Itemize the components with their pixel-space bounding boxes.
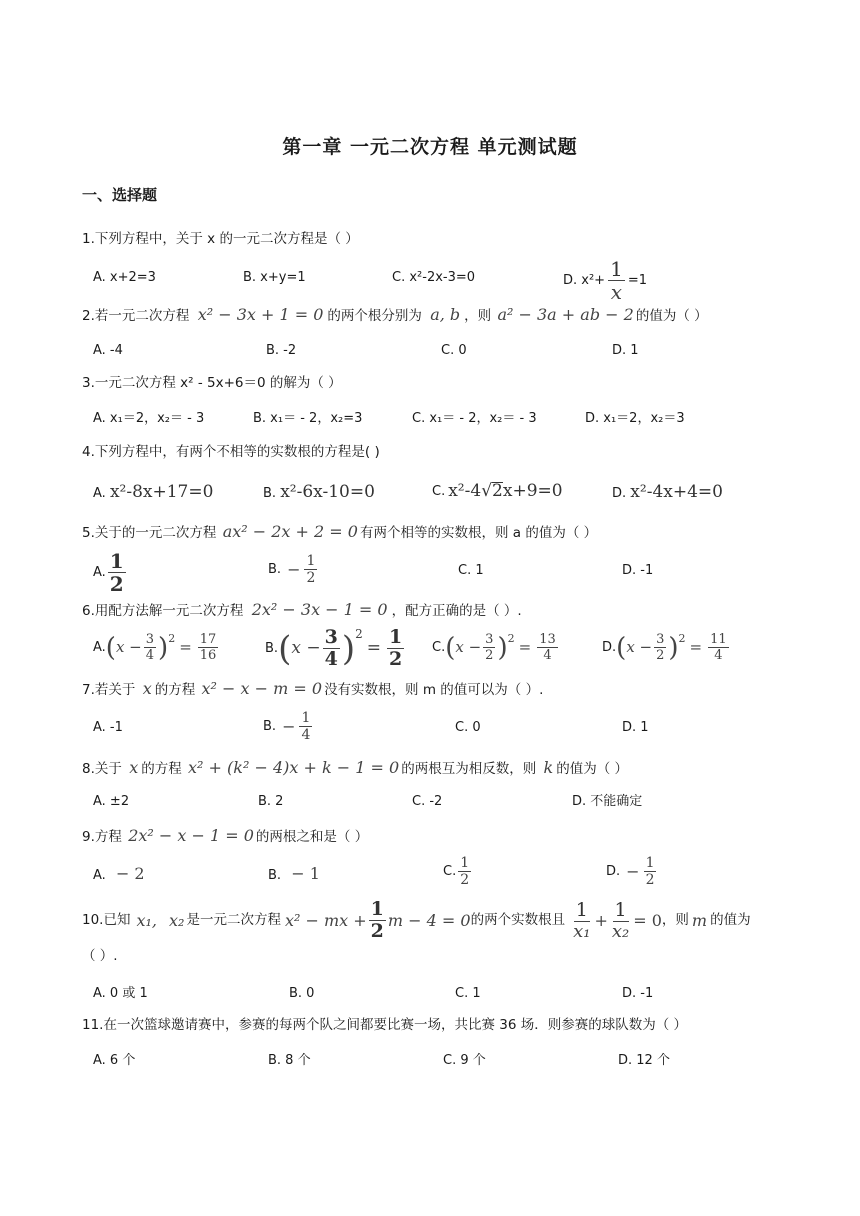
stem-text: ，则 <box>464 308 492 324</box>
option-label: C. <box>432 640 446 655</box>
fraction-denominator: 2 <box>109 572 124 596</box>
stem-text: ，则 <box>661 911 689 928</box>
stem-text: 是一元二次方程 <box>186 911 281 928</box>
option-label: B. <box>268 562 282 577</box>
fraction-denominator: x <box>610 280 623 304</box>
fraction-denominator: 2 <box>656 648 665 663</box>
question-7-option-d: D. 1 <box>622 720 649 735</box>
question-7-option-b <box>263 711 314 742</box>
equation: x²-6x-10=0 <box>280 482 375 502</box>
stem-text: 的方程 <box>154 682 196 698</box>
question-2-option-c: C. 0 <box>441 343 467 358</box>
right-paren: ) <box>668 632 679 663</box>
equation: ax² − 2x + 2 = 0 <box>222 522 358 541</box>
stem-text: 的方程 <box>141 761 182 777</box>
fraction-numerator: 1 <box>370 898 384 920</box>
question-4-option-d <box>612 484 723 501</box>
question-10-option-b: B. 0 <box>289 986 315 1001</box>
question-5-option-d: D. -1 <box>622 563 654 578</box>
equation-part: x² − mx + <box>284 910 367 930</box>
equation: x² + (k² − 4)x + k − 1 = 0 <box>188 758 400 777</box>
question-9-stem <box>82 828 368 845</box>
question-4-option-b <box>263 484 375 501</box>
question-7-option-c: C. 0 <box>455 720 481 735</box>
fraction <box>299 711 312 742</box>
fraction <box>483 633 495 662</box>
variable: x <box>129 758 139 777</box>
stem-text: 10.已知 <box>82 911 131 928</box>
question-5-option-c: C. 1 <box>458 563 484 578</box>
question-10-option-c: C. 1 <box>455 986 481 1001</box>
fraction-denominator: 4 <box>145 648 155 663</box>
left-paren: ( <box>278 628 292 669</box>
question-7-stem <box>82 681 543 698</box>
question-11-option-a: A. 6 个 <box>93 1053 136 1068</box>
fraction <box>458 856 471 887</box>
question-4-option-c <box>432 482 563 500</box>
equation-part: = 0 <box>633 910 662 930</box>
question-2-stem <box>82 307 708 324</box>
fraction-numerator: 3 <box>656 632 665 647</box>
option-value: − 1 <box>291 864 320 883</box>
question-9-option-c <box>443 856 473 887</box>
radicand: 2 <box>492 481 503 501</box>
fraction-numerator: 13 <box>539 632 556 647</box>
option-value: − 2 <box>115 864 145 883</box>
section-heading: 一、选择题 <box>82 186 158 204</box>
option-label: B. <box>268 868 282 883</box>
equation: 2x² − x − 1 = 0 <box>128 826 254 845</box>
equation-part: x²-4 <box>448 480 482 501</box>
question-1-stem: 1.下列方程中，关于 x 的一元二次方程是（ ） <box>82 231 359 247</box>
question-10-stem <box>82 900 751 941</box>
question-5-option-b <box>268 554 319 585</box>
fraction <box>198 633 219 662</box>
fraction-numerator: 17 <box>199 632 217 647</box>
expression: a² − 3a + ab − 2 <box>497 305 634 324</box>
fraction <box>654 633 666 662</box>
option-label: A. <box>93 640 106 655</box>
question-10-option-a: A. 0 或 1 <box>93 986 148 1001</box>
left-paren: ( <box>616 632 627 663</box>
fraction-denominator: 2 <box>370 920 384 942</box>
stem-text: 的两个根分别为 <box>327 308 422 324</box>
stem-text: 5.关于的一元二次方程 <box>82 525 217 541</box>
fraction-numerator: 1 <box>645 855 655 871</box>
left-paren: ( <box>105 632 116 663</box>
option-label: A. <box>93 486 106 501</box>
variable-term: x − <box>455 638 482 656</box>
fraction-numerator: 3 <box>485 632 494 647</box>
fraction <box>608 259 625 302</box>
question-2-option-b: B. -2 <box>266 343 297 358</box>
exponent: 2 <box>355 627 363 641</box>
fraction-numerator: 1 <box>460 855 470 871</box>
question-8-option-a: A. ±2 <box>93 794 130 809</box>
question-2-option-a: A. -4 <box>93 343 123 358</box>
option-label: D. <box>606 864 621 879</box>
minus-sign: − <box>282 716 296 736</box>
plus-sign: + <box>594 910 608 930</box>
option-d-prefix: D. x²+ <box>563 273 606 288</box>
fraction-denominator: 2 <box>485 648 494 663</box>
variable: x₁, <box>136 910 158 930</box>
fraction <box>369 900 386 941</box>
option-label: C. <box>432 483 446 499</box>
stem-text: 的两个实数根且 <box>470 911 566 928</box>
minus-sign: − <box>626 861 640 881</box>
variable: k <box>543 758 554 777</box>
equation: x² − 3x + 1 = 0 <box>197 305 324 324</box>
question-1-option-c: C. x²-2x-3=0 <box>392 270 476 285</box>
question-6-option-c <box>432 633 560 662</box>
equation: x²-4x+4=0 <box>630 482 723 502</box>
option-label: C. <box>443 864 457 879</box>
question-7-option-a: A. -1 <box>93 720 123 735</box>
fraction-denominator: 4 <box>714 648 723 663</box>
fraction-numerator: 1 <box>306 553 316 569</box>
question-3-option-b: B. x₁＝ - 2，x₂=3 <box>253 411 363 426</box>
option-label: A. <box>93 868 106 883</box>
fraction-numerator: 1 <box>388 626 403 648</box>
option-label: A. <box>93 565 106 580</box>
equals-sign: = <box>366 638 381 658</box>
fraction-denominator: 16 <box>199 648 217 663</box>
variable: x <box>142 679 152 698</box>
equation: 2x² − 3x − 1 = 0 <box>251 600 388 619</box>
fraction-denominator: 2 <box>645 872 655 888</box>
fraction-denominator: 4 <box>301 727 311 743</box>
fraction-numerator: 1 <box>301 710 311 726</box>
stem-text: 7.若关于 <box>82 682 136 698</box>
fraction-numerator: 3 <box>324 626 338 648</box>
stem-text: 没有实数根，则 m 的值可以为（ ）. <box>324 682 544 698</box>
equation: x² − x − m = 0 <box>201 679 323 698</box>
question-9-option-d <box>606 856 658 887</box>
question-8-option-b: B. 2 <box>258 794 284 809</box>
right-paren: ) <box>341 628 356 669</box>
fraction-numerator: 1 <box>109 549 124 573</box>
page-title: 第一章 一元二次方程 单元测试题 <box>282 136 578 158</box>
fraction-denominator: x₁ <box>573 920 591 942</box>
left-paren: ( <box>445 632 456 663</box>
right-paren: ) <box>158 632 169 663</box>
stem-text: 2.若一元二次方程 <box>82 308 190 324</box>
stem-text: ，配方正确的是（ ）. <box>391 603 522 619</box>
question-9-option-b <box>268 866 320 882</box>
fraction <box>304 554 317 585</box>
option-label: D. <box>602 640 617 655</box>
question-3-stem: 3.一元二次方程 x² - 5x+6＝0 的解为（ ） <box>82 375 342 391</box>
question-5-option-a <box>93 551 128 594</box>
stem-text: 的值为（ ） <box>556 761 628 777</box>
fraction-numerator: 11 <box>710 632 727 647</box>
fraction <box>537 633 558 662</box>
question-6-option-b <box>265 628 406 669</box>
fraction-numerator: 1 <box>610 257 623 281</box>
stem-text: 的值为（ ） <box>635 308 708 324</box>
variable-term: x − <box>626 638 653 656</box>
question-3-option-a: A. x₁＝2，x₂＝ - 3 <box>93 411 205 426</box>
right-paren: ) <box>497 632 508 663</box>
equals-sign: = <box>689 638 703 656</box>
question-6-option-d <box>602 633 731 662</box>
question-1-option-a: A. x+2=3 <box>93 270 156 285</box>
fraction <box>144 633 156 662</box>
stem-text: 8.关于 <box>82 761 122 777</box>
question-11-stem: 11.在一次篮球邀请赛中，参赛的每两个队之间都要比赛一场，共比赛 36 场．则参赛的球队数为（ ） <box>82 1017 688 1033</box>
question-1-option-d <box>563 259 647 302</box>
sqrt-icon: √ <box>481 480 493 501</box>
question-6-stem <box>82 602 522 619</box>
equation-part: m − 4 = 0 <box>387 910 471 930</box>
stem-text: 有两个相等的实数根，则 a 的值为（ ） <box>359 525 598 541</box>
fraction <box>108 551 126 594</box>
variable: m <box>691 910 708 930</box>
fraction-denominator: x₂ <box>611 920 630 942</box>
variable: x₂ <box>169 910 185 930</box>
question-5-stem <box>82 524 597 541</box>
option-label: B. <box>263 486 277 501</box>
fraction-denominator: 2 <box>306 570 316 586</box>
question-11-option-b: B. 8 个 <box>268 1053 311 1068</box>
exponent: 2 <box>507 632 515 645</box>
fraction <box>610 898 631 942</box>
fraction-numerator: 3 <box>145 632 155 647</box>
fraction-denominator: 2 <box>388 648 403 670</box>
fraction-numerator: 1 <box>614 898 627 921</box>
question-2-option-d: D. 1 <box>612 343 639 358</box>
fraction <box>323 628 340 669</box>
question-4-option-a <box>93 484 213 501</box>
stem-text: 的两根互为相反数，则 <box>401 761 537 777</box>
fraction <box>571 898 592 942</box>
fraction-denominator: 4 <box>543 648 552 663</box>
fraction-denominator: 2 <box>460 872 470 888</box>
question-10-stem-continued: （ ）. <box>82 948 118 964</box>
question-8-stem <box>82 760 628 777</box>
option-d-suffix: =1 <box>627 273 647 288</box>
variable-term: x − <box>115 638 142 656</box>
variable-term: x − <box>291 638 321 658</box>
fraction <box>708 633 729 662</box>
stem-text: 6.用配方法解一元二次方程 <box>82 603 244 619</box>
equals-sign: = <box>179 638 192 656</box>
question-8-option-d: D. 不能确定 <box>572 794 643 809</box>
question-11-option-c: C. 9 个 <box>443 1053 486 1068</box>
fraction <box>387 628 404 669</box>
question-8-option-c: C. -2 <box>412 794 443 809</box>
question-3-option-d: D. x₁＝2，x₂＝3 <box>585 411 685 426</box>
minus-sign: − <box>287 559 301 579</box>
question-1-option-b: B. x+y=1 <box>243 270 306 285</box>
option-label: B. <box>263 719 277 734</box>
question-9-option-a <box>93 866 145 882</box>
question-11-option-d: D. 12 个 <box>618 1053 670 1068</box>
stem-text: 的值为 <box>710 911 751 928</box>
question-6-option-a <box>93 633 220 662</box>
exponent: 2 <box>678 632 686 645</box>
stem-text: 的两根之和是（ ） <box>255 829 369 845</box>
equation: x²-8x+17=0 <box>109 482 214 502</box>
fraction <box>644 856 657 887</box>
question-10-option-d: D. -1 <box>622 986 654 1001</box>
option-label: B. <box>265 641 279 656</box>
fraction-denominator: 4 <box>324 648 338 670</box>
exponent: 2 <box>168 632 176 645</box>
question-4-stem: 4.下列方程中，有两个不相等的实数根的方程是( ) <box>82 444 380 460</box>
fraction-numerator: 1 <box>575 898 588 921</box>
stem-text: 9.方程 <box>82 829 122 845</box>
variable: a, b <box>430 305 461 324</box>
question-3-option-c: C. x₁＝ - 2，x₂＝ - 3 <box>412 411 537 426</box>
option-label: D. <box>612 486 627 501</box>
equals-sign: = <box>518 638 532 656</box>
equation-part: x+9=0 <box>502 480 563 501</box>
